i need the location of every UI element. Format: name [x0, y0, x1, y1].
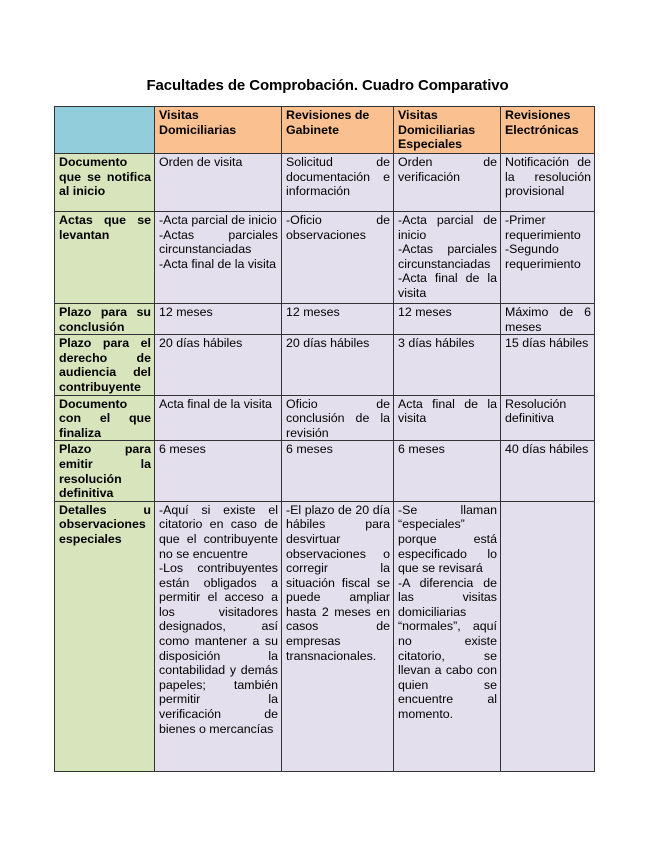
table-cell	[155, 501, 282, 771]
header-visitas-especiales: Visitas Domiciliarias Especiales	[394, 107, 501, 154]
cell-text-line: -El plazo de 20 día hábiles para desvirtuar observaciones o corregir la situación fiscal se puede ampliar hasta 2 meses en casos de empresas transnacionales.	[286, 502, 390, 663]
cell-text-line: 15 días hábiles	[505, 336, 589, 351]
table-cell	[394, 304, 501, 335]
table-row	[55, 212, 595, 304]
table-row	[55, 335, 595, 395]
table-cell	[501, 441, 595, 501]
table-cell	[394, 441, 501, 501]
cell-text-line: -Se llaman “especiales” porque está especificado lo que se revisará	[398, 502, 497, 576]
cell-text-line: 20 días hábiles	[159, 336, 243, 351]
cell-text-line: Acta final de la visita	[159, 396, 272, 411]
row-label: Documento con el que finaliza	[55, 395, 155, 441]
row-label: Plazo para emitir la resolución definitiva	[55, 441, 155, 501]
header-visitas-domiciliarias: Visitas Domiciliarias	[155, 107, 282, 154]
row-label: Detalles u observaciones especiales	[55, 501, 155, 771]
table-cell	[394, 335, 501, 395]
table-cell	[394, 212, 501, 304]
table-cell	[282, 395, 394, 441]
cell-text-line: Máximo de 6 meses	[505, 305, 591, 334]
table-cell	[282, 212, 394, 304]
table-cell	[501, 335, 595, 395]
cell-text-line: 40 días hábiles	[505, 442, 589, 457]
cell-text-line: Resolución definitiva	[505, 396, 567, 426]
table-cell	[155, 154, 282, 212]
row-label: Plazo para su conclusión	[55, 304, 155, 335]
table-cell	[282, 154, 394, 212]
cell-text-line: Oficio de conclusión de la revisión	[286, 396, 390, 440]
cell-text-line: -Primer requerimiento	[505, 213, 581, 242]
cell-text-line: 12 meses	[398, 305, 452, 319]
table-row	[55, 501, 595, 771]
table-row	[55, 441, 595, 501]
cell-text-line: Notificación de la resolución provisional	[505, 155, 591, 199]
table-cell	[501, 501, 595, 771]
cell-text-line: Orden de verificación	[398, 155, 497, 184]
cell-text-line: Solicitud de documentación e información	[286, 155, 390, 199]
table-cell	[282, 304, 394, 335]
table-cell	[155, 212, 282, 304]
cell-text-line: -Segundo requerimiento	[505, 242, 581, 271]
cell-text-line: -A diferencia de las visitas domiciliarias “normales”, aquí no existe citatorio, se llevan a cabo con quien se encuentre al momento.	[398, 575, 497, 722]
row-label: Actas que se levantan	[55, 212, 155, 304]
table-cell	[155, 304, 282, 335]
header-revisiones-gabinete: Revisiones de Gabinete	[282, 107, 394, 154]
table-cell	[501, 304, 595, 335]
table-cell	[501, 212, 595, 304]
cell-text-line: -Actas parciales circunstanciadas	[159, 227, 278, 257]
table-cell	[501, 395, 595, 441]
cell-text-line: -Actas parciales circunstanciadas	[398, 242, 497, 271]
table-cell	[155, 395, 282, 441]
table-cell	[282, 441, 394, 501]
cell-text-line: 12 meses	[286, 305, 340, 319]
cell-text-line: 20 días hábiles	[286, 336, 370, 351]
page-title: Facultades de Comprobación. Cuadro Comparativo	[146, 77, 509, 94]
table-cell	[394, 395, 501, 441]
cell-text-line: -Acta final de la visita	[159, 256, 277, 271]
table-cell	[282, 501, 394, 771]
header-revisiones-electronicas: Revisiones Electrónicas	[501, 107, 595, 154]
table-cell	[282, 335, 394, 395]
table-row	[55, 395, 595, 441]
cell-text-line: -Acta parcial de inicio	[159, 213, 277, 227]
table-row	[55, 304, 595, 335]
table-cell	[155, 335, 282, 395]
table-cell	[501, 154, 595, 212]
cell-text-line: -Oficio de observaciones	[286, 213, 390, 242]
row-label: Documento que se notifica al inicio	[55, 154, 155, 212]
cell-text-line: Acta final de la visita	[398, 396, 497, 426]
cell-text-line: 3 días hábiles	[398, 336, 475, 351]
row-label: Plazo para el derecho de audiencia del contribuyente	[55, 335, 155, 395]
table-header-row	[55, 107, 595, 154]
table-cell	[394, 501, 501, 771]
cell-text-line: -Los contribuyentes están obligados a permitir el acceso a los visitadores designados, así como mantener a su disposición la contabilidad y demás papeles; también permitir la verificación de bienes o mercancías	[159, 561, 278, 736]
table-row	[55, 154, 595, 212]
cell-text-line: 6 meses	[159, 442, 206, 457]
cell-text-line: -Acta final de la visita	[398, 271, 497, 300]
table-cell	[155, 441, 282, 501]
cell-text-line: 6 meses	[286, 442, 333, 457]
cell-text-line: Orden de visita	[159, 155, 243, 169]
header-corner-cell	[55, 107, 155, 154]
cell-text-line: 12 meses	[159, 305, 213, 319]
cell-text-line: 6 meses	[398, 442, 445, 457]
comparison-table	[54, 106, 595, 772]
cell-text-line: -Aquí si existe el citatorio en caso de que el contribuyente no se encuentre	[159, 502, 278, 561]
table-cell	[394, 154, 501, 212]
cell-text-line: -Acta parcial de inicio	[398, 213, 497, 242]
